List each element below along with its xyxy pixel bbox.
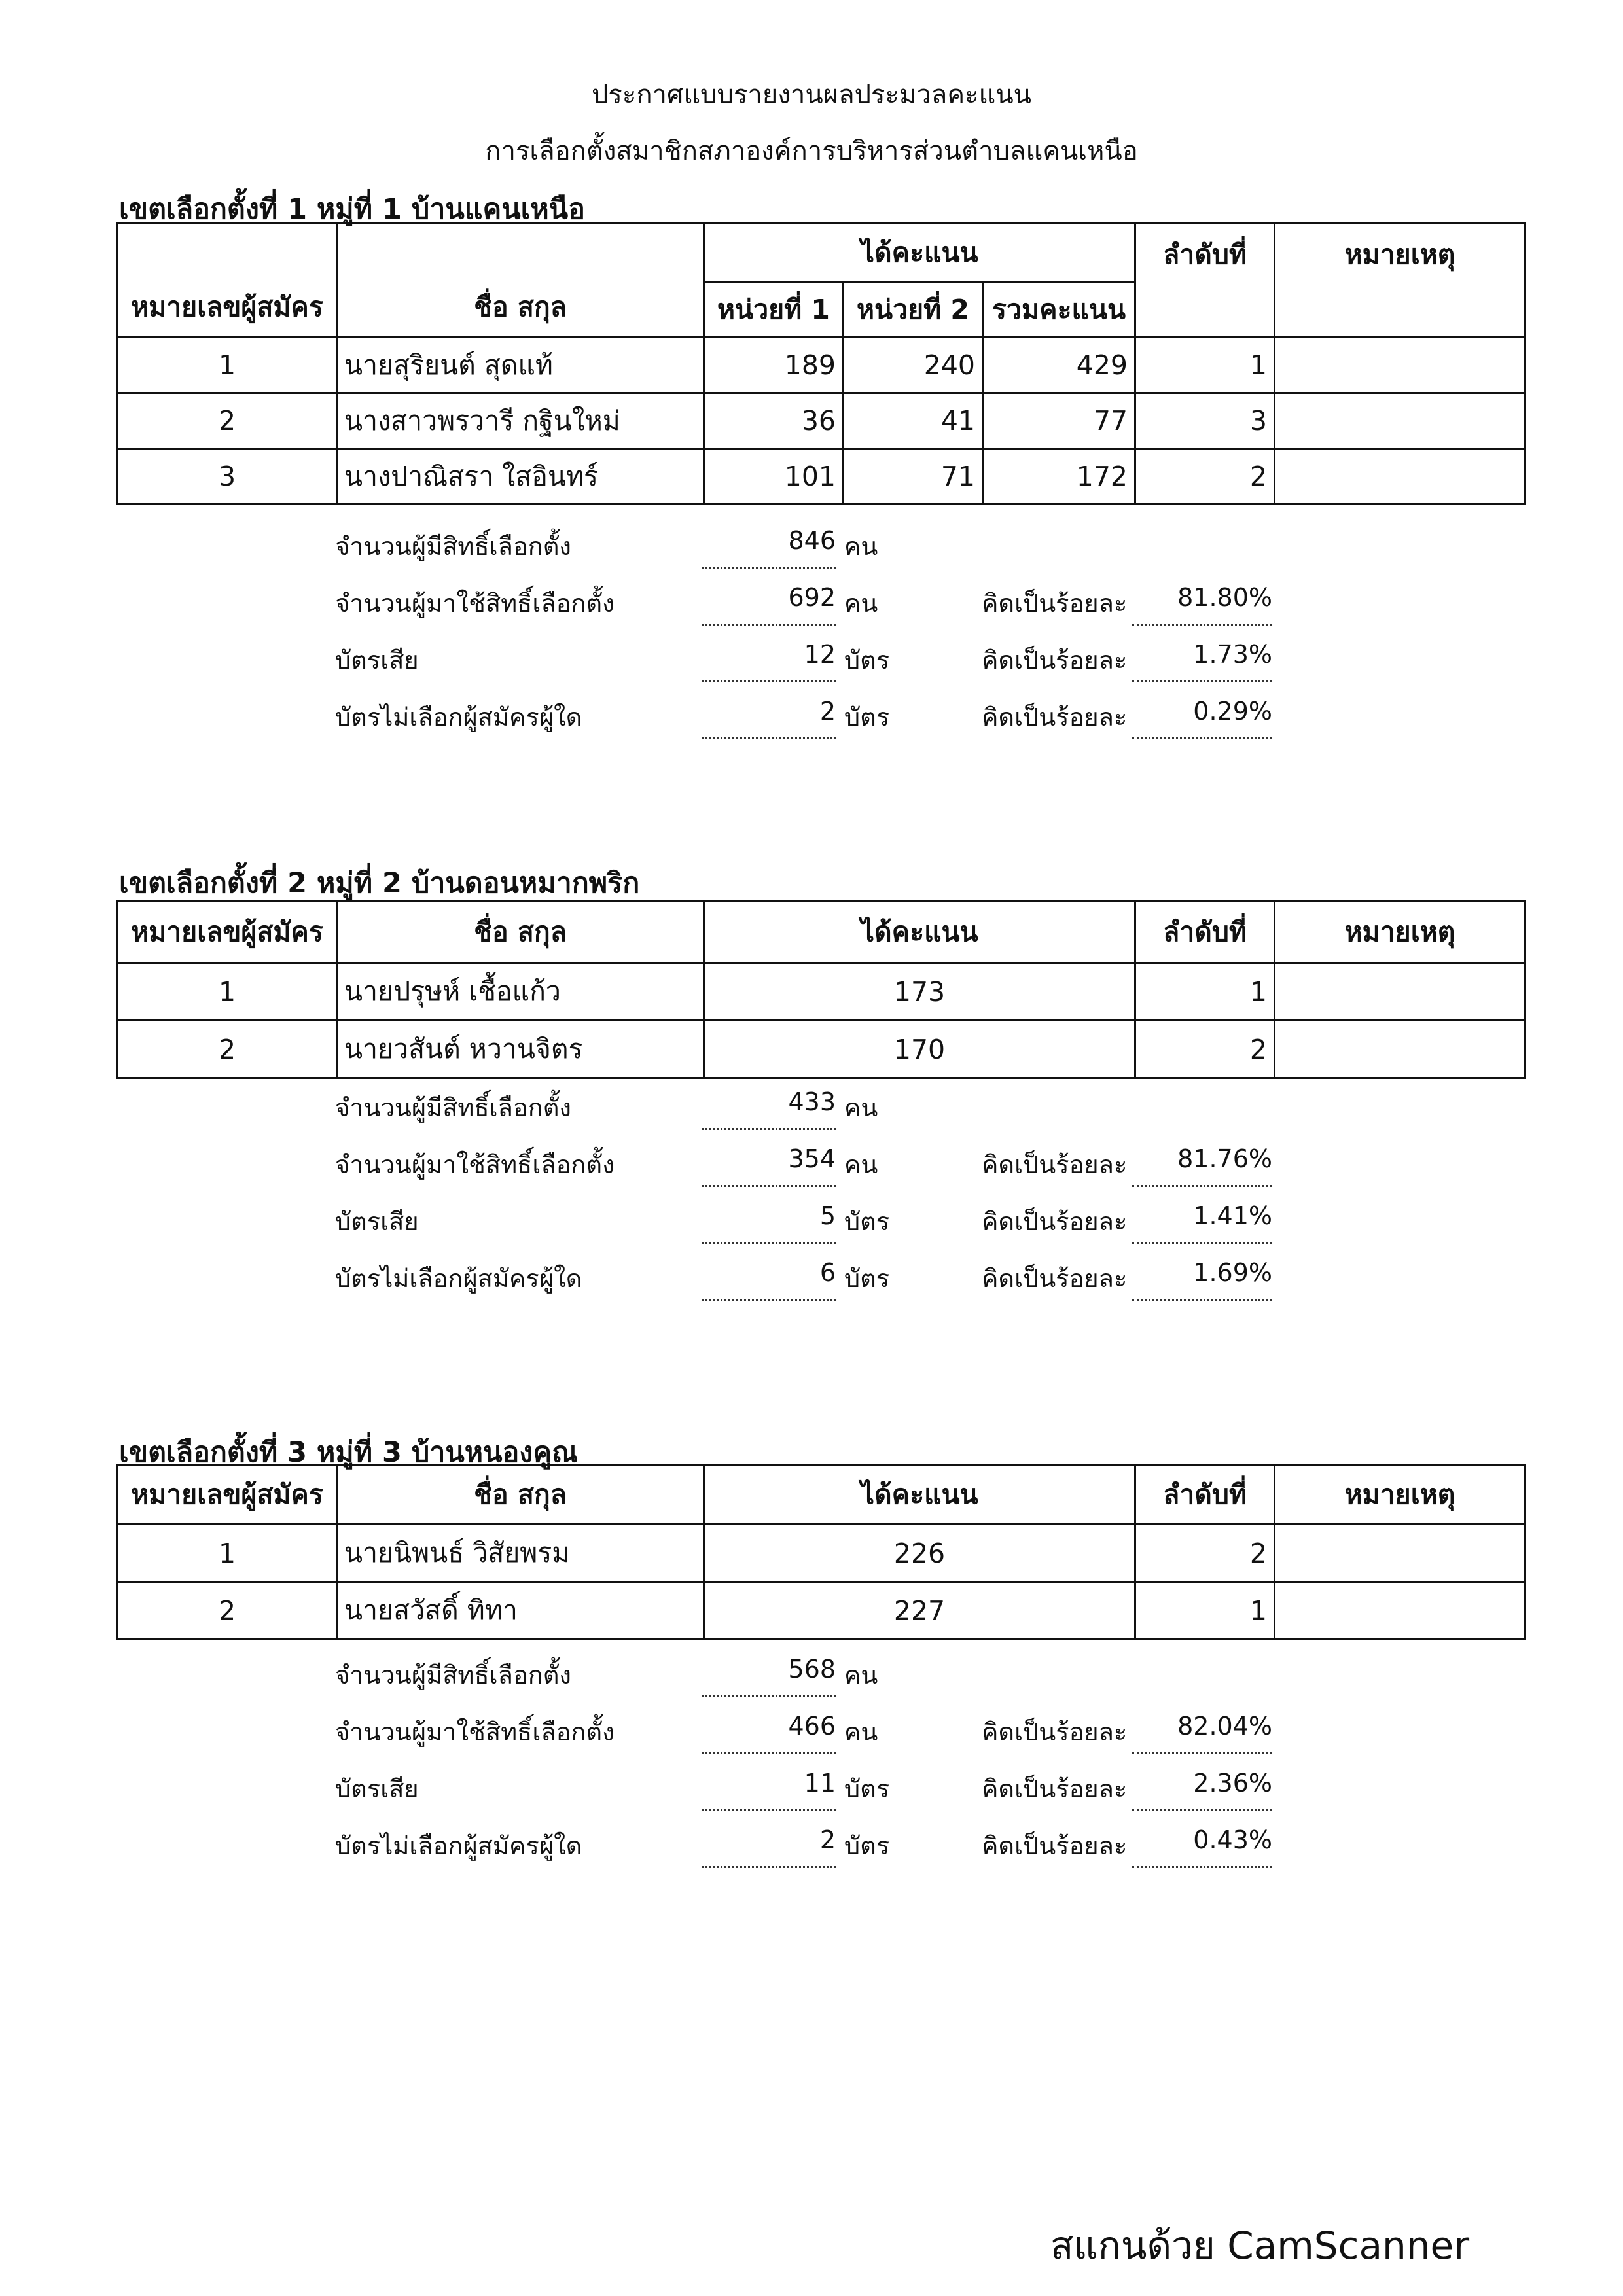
- candidate-no: 2: [118, 1021, 337, 1078]
- unit-label: คน: [844, 1093, 878, 1122]
- no-vote-percent: 0.29%: [1132, 697, 1272, 739]
- district-2-title: เขตเลือกตั้งที่ 2 หมู่ที่ 2 บ้านดอนหมากพริก: [119, 867, 640, 900]
- scanner-watermark: สแกนด้วย CamScanner: [1050, 2223, 1470, 2268]
- remark: [1275, 1525, 1525, 1582]
- candidate-no: 2: [118, 393, 337, 449]
- percent-label: คิดเป็นร้อยละ: [982, 1775, 1128, 1803]
- unit1-score: 101: [704, 449, 844, 504]
- percent-label: คิดเป็นร้อยละ: [982, 1207, 1128, 1236]
- unit-label: บัตร: [844, 1264, 890, 1293]
- page-subtitle: การเลือกตั้งสมาชิกสภาองค์การบริหารส่วนตำบลแคนเหนือ: [485, 136, 1138, 166]
- turnout-value: 466: [702, 1712, 836, 1754]
- percent-label: คิดเป็นร้อยละ: [982, 646, 1128, 675]
- no-vote-label: บัตรไม่เลือกผู้สมัครผู้ใด: [335, 1264, 582, 1293]
- header-rank: ลำดับที่: [1135, 1466, 1275, 1525]
- candidate-no: 1: [118, 963, 337, 1021]
- unit-label: บัตร: [844, 703, 890, 732]
- unit-label: บัตร: [844, 1831, 890, 1860]
- unit-label: บัตร: [844, 1207, 890, 1236]
- eligible-label: จำนวนผู้มีสิทธิ์เลือกตั้ง: [335, 532, 571, 561]
- percent-label: คิดเป็นร้อยละ: [982, 1264, 1128, 1293]
- spoiled-label: บัตรเสีย: [335, 1207, 419, 1236]
- remark: [1275, 1582, 1525, 1640]
- table-row: [118, 1582, 1525, 1640]
- no-vote-value: 6: [702, 1258, 836, 1301]
- rank: 1: [1135, 1582, 1275, 1640]
- percent-label: คิดเป็นร้อยละ: [982, 589, 1128, 618]
- unit-label: บัตร: [844, 646, 890, 675]
- turnout-label: จำนวนผู้มาใช้สิทธิ์เลือกตั้ง: [335, 1150, 615, 1179]
- turnout-value: 354: [702, 1144, 836, 1187]
- no-vote-label: บัตรไม่เลือกผู้สมัครผู้ใด: [335, 1831, 582, 1860]
- turnout-percent: 81.76%: [1132, 1144, 1272, 1187]
- table-row: [118, 338, 1525, 393]
- unit-label: คน: [844, 532, 878, 561]
- total-score: 77: [983, 393, 1135, 449]
- no-vote-label: บัตรไม่เลือกผู้สมัครผู้ใด: [335, 703, 582, 732]
- district-2-table: [116, 900, 1526, 1079]
- header-name: ชื่อ สกุล: [337, 224, 704, 338]
- district-3-title: เขตเลือกตั้งที่ 3 หมู่ที่ 3 บ้านหนองคูณ: [119, 1436, 578, 1469]
- score: 173: [704, 963, 1135, 1021]
- header-name: ชื่อ สกุล: [337, 1466, 704, 1525]
- unit1-score: 36: [704, 393, 844, 449]
- candidate-no: 1: [118, 1525, 337, 1582]
- unit-label: คน: [844, 1661, 878, 1689]
- remark: [1275, 449, 1525, 504]
- district-1-title: เขตเลือกตั้งที่ 1 หมู่ที่ 1 บ้านแคนเหนือ: [119, 193, 585, 226]
- page-title: ประกาศแบบรายงานผลประมวลคะแนน: [591, 80, 1032, 110]
- percent-label: คิดเป็นร้อยละ: [982, 1718, 1128, 1746]
- header-remark: หมายเหตุ: [1275, 224, 1525, 338]
- candidate-no: 3: [118, 449, 337, 504]
- unit-label: คน: [844, 1718, 878, 1746]
- spoiled-percent: 1.41%: [1132, 1201, 1272, 1244]
- header-score: ได้คะแนน: [704, 901, 1135, 963]
- no-vote-percent: 1.69%: [1132, 1258, 1272, 1301]
- remark: [1275, 963, 1525, 1021]
- score: 227: [704, 1582, 1135, 1640]
- eligible-label: จำนวนผู้มีสิทธิ์เลือกตั้ง: [335, 1093, 571, 1122]
- header-score: ได้คะแนน: [704, 224, 1135, 283]
- total-score: 429: [983, 338, 1135, 393]
- percent-label: คิดเป็นร้อยละ: [982, 1831, 1128, 1860]
- rank: 2: [1135, 449, 1275, 504]
- rank: 2: [1135, 1525, 1275, 1582]
- rank: 1: [1135, 338, 1275, 393]
- table-row: [118, 393, 1525, 449]
- eligible-value: 846: [702, 526, 836, 569]
- header-unit1: หน่วยที่ 1: [704, 283, 844, 338]
- unit-label: คน: [844, 1150, 878, 1179]
- spoiled-label: บัตรเสีย: [335, 646, 419, 675]
- header-rank: ลำดับที่: [1135, 901, 1275, 963]
- no-vote-value: 2: [702, 697, 836, 739]
- turnout-percent: 82.04%: [1132, 1712, 1272, 1754]
- turnout-value: 692: [702, 583, 836, 626]
- district-3-table: [116, 1464, 1526, 1640]
- remark: [1275, 393, 1525, 449]
- score: 226: [704, 1525, 1135, 1582]
- percent-label: คิดเป็นร้อยละ: [982, 1150, 1128, 1179]
- unit1-score: 189: [704, 338, 844, 393]
- header-candidate-no: หมายเลขผู้สมัคร: [118, 1466, 337, 1525]
- percent-label: คิดเป็นร้อยละ: [982, 703, 1128, 732]
- unit2-score: 240: [844, 338, 983, 393]
- total-score: 172: [983, 449, 1135, 504]
- no-vote-percent: 0.43%: [1132, 1826, 1272, 1868]
- table-row: [118, 1021, 1525, 1078]
- table-row: [118, 963, 1525, 1021]
- eligible-value: 433: [702, 1087, 836, 1130]
- header-score: ได้คะแนน: [704, 1466, 1135, 1525]
- rank: 3: [1135, 393, 1275, 449]
- candidate-name: นายสุริยนต์ สุดแท้: [337, 338, 704, 393]
- candidate-name: นายนิพนธ์ วิสัยพรม: [337, 1525, 704, 1582]
- candidate-name: นายวสันต์ หวานจิตร: [337, 1021, 704, 1078]
- header-candidate-no: หมายเลขผู้สมัคร: [118, 224, 337, 338]
- district-1-table: [116, 222, 1526, 505]
- unit-label: คน: [844, 589, 878, 618]
- header-unit2: หน่วยที่ 2: [844, 283, 983, 338]
- rank: 2: [1135, 1021, 1275, 1078]
- candidate-name: นางสาวพรวารี กฐินใหม่: [337, 393, 704, 449]
- rank: 1: [1135, 963, 1275, 1021]
- score: 170: [704, 1021, 1135, 1078]
- header-name: ชื่อ สกุล: [337, 901, 704, 963]
- eligible-label: จำนวนผู้มีสิทธิ์เลือกตั้ง: [335, 1661, 571, 1689]
- candidate-name: นายปรุษห์ เชื้อแก้ว: [337, 963, 704, 1021]
- header-remark: หมายเหตุ: [1275, 901, 1525, 963]
- eligible-value: 568: [702, 1655, 836, 1697]
- turnout-label: จำนวนผู้มาใช้สิทธิ์เลือกตั้ง: [335, 589, 615, 618]
- table-row: [118, 449, 1525, 504]
- table-row: [118, 1525, 1525, 1582]
- header-rank: ลำดับที่: [1135, 224, 1275, 338]
- spoiled-value: 12: [702, 640, 836, 682]
- spoiled-value: 5: [702, 1201, 836, 1244]
- candidate-name: นายสวัสดิ์ ทิทา: [337, 1582, 704, 1640]
- header-total: รวมคะแนน: [983, 283, 1135, 338]
- spoiled-label: บัตรเสีย: [335, 1775, 419, 1803]
- header-candidate-no: หมายเลขผู้สมัคร: [118, 901, 337, 963]
- turnout-percent: 81.80%: [1132, 583, 1272, 626]
- remark: [1275, 338, 1525, 393]
- header-remark: หมายเหตุ: [1275, 1466, 1525, 1525]
- candidate-name: นางปาณิสรา ใสอินทร์: [337, 449, 704, 504]
- turnout-label: จำนวนผู้มาใช้สิทธิ์เลือกตั้ง: [335, 1718, 615, 1746]
- candidate-no: 2: [118, 1582, 337, 1640]
- no-vote-value: 2: [702, 1826, 836, 1868]
- spoiled-value: 11: [702, 1769, 836, 1811]
- remark: [1275, 1021, 1525, 1078]
- unit2-score: 71: [844, 449, 983, 504]
- spoiled-percent: 1.73%: [1132, 640, 1272, 682]
- candidate-no: 1: [118, 338, 337, 393]
- unit2-score: 41: [844, 393, 983, 449]
- unit-label: บัตร: [844, 1775, 890, 1803]
- spoiled-percent: 2.36%: [1132, 1769, 1272, 1811]
